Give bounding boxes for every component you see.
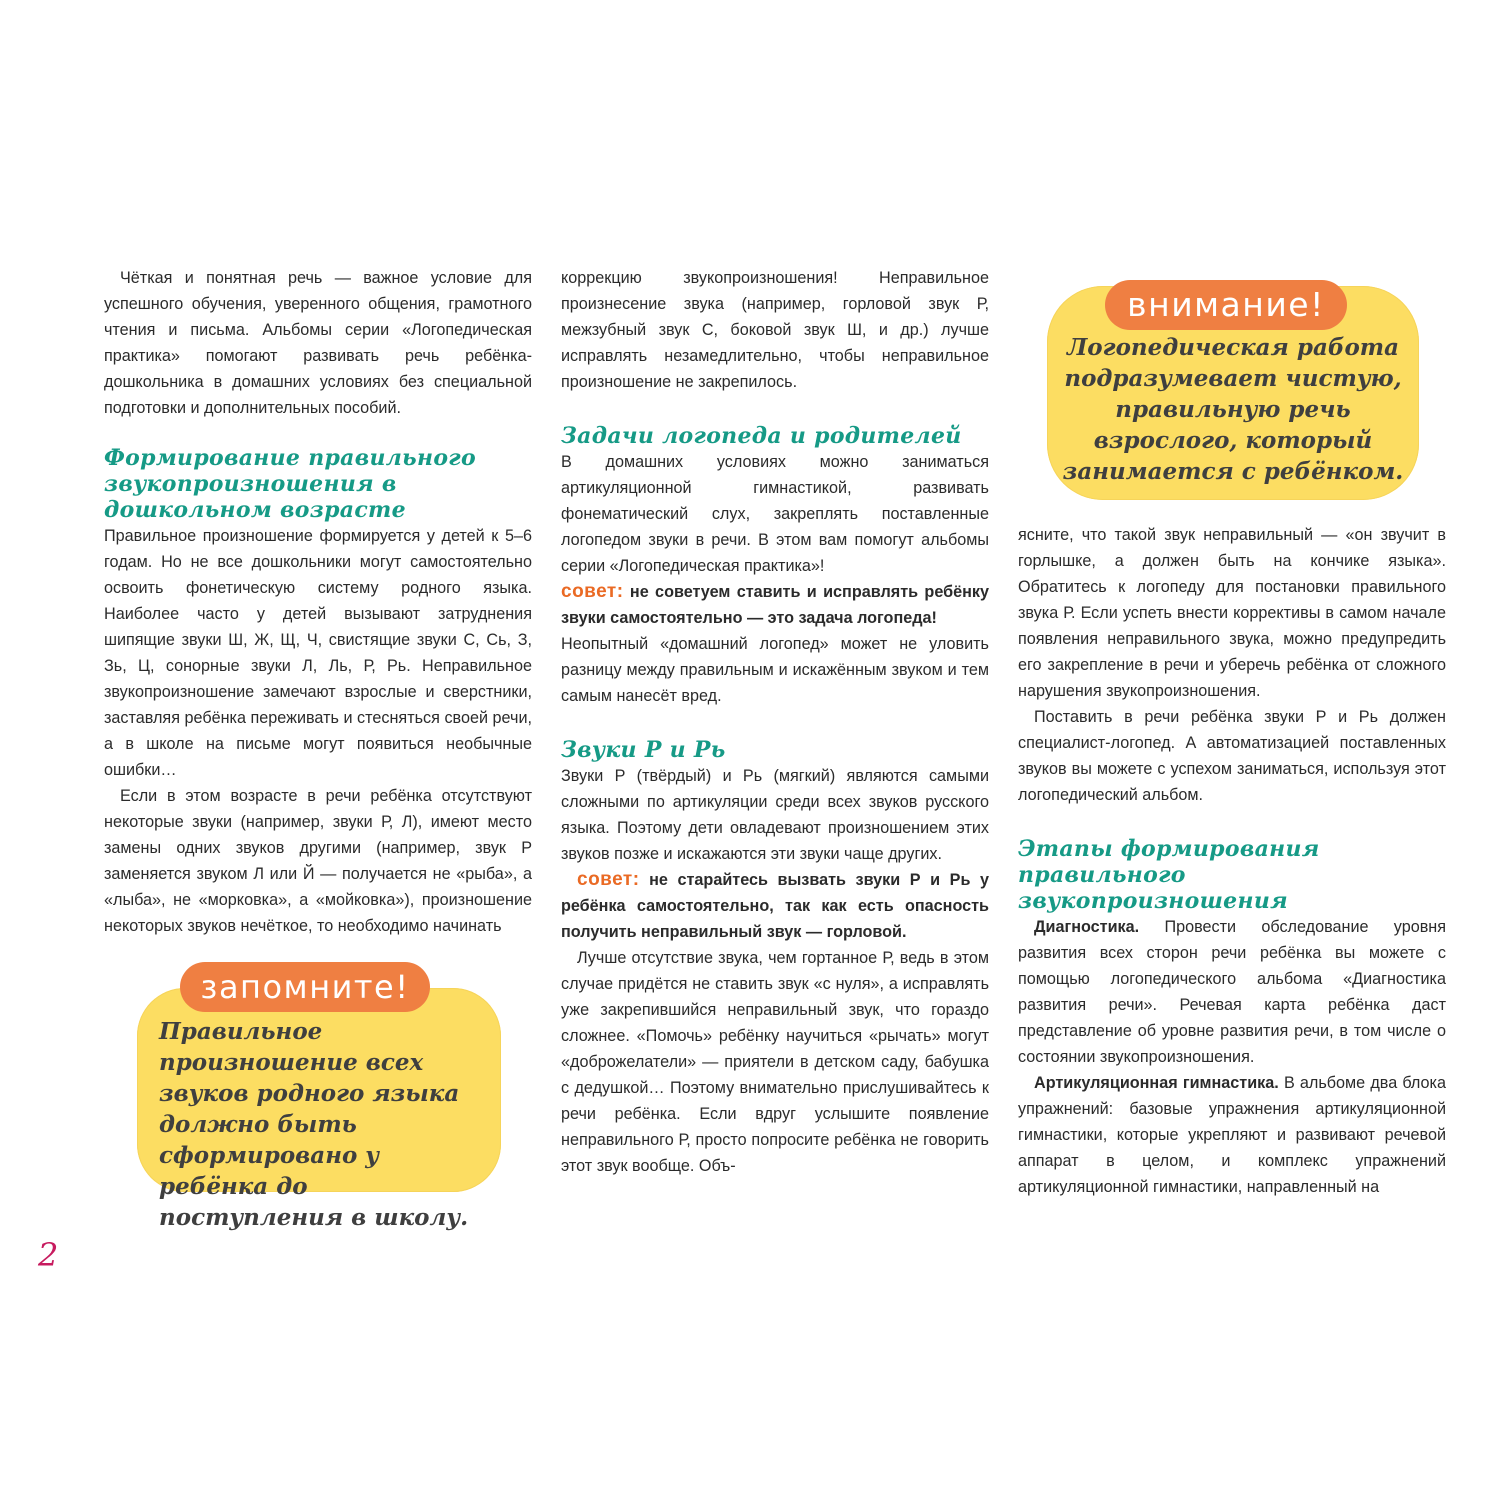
attention-label: внимание! xyxy=(1105,280,1347,330)
diagnostics-text: Провести обследование уровня развития всех сторон речи ребёнка вы можете с помощью логопедического альбома «Диагностика развития речи». Речевая карта ребёнка даст представление об уровне развития речи, в том числе о состоянии звукопроизношения. xyxy=(1018,918,1446,1066)
section-heading-stages: Этапы формирования правильного звукопроизношения xyxy=(1018,836,1320,914)
page-number: 2 xyxy=(38,1236,59,1274)
tip-label: совет: xyxy=(561,581,624,602)
articulation-label: Артикуляционная гимнастика. xyxy=(1034,1074,1279,1092)
column-1 xyxy=(104,265,532,939)
section-heading-sounds: Звуки Р и Рь xyxy=(561,737,726,763)
paragraph: Поставить в речи ребёнка звуки Р и Рь должен специалист-логопед. А автоматизацией поставленных звуков вы можете с успехом заниматься, используя этот логопедический альбом. xyxy=(1018,708,1446,804)
paragraph: Лучше отсутствие звука, чем гортанное Р, ведь в этом случае придётся не ставить звук «с нуля», а исправлять уже закрепившийся неправильный звук, что гораздо сложнее. «Помочь» ребёнку научиться «рычать» могут «доброжелатели» — приятели в детском саду, бабушка с дедушкой… Поэтому внимательно прислушивайтесь к речи ребёнка. Если вдруг услышите появление неправильного Р, просто попросите ребёнка не говорить этот звук вообще. Объ- xyxy=(561,949,989,1175)
attention-callout xyxy=(1047,286,1419,500)
column-2 xyxy=(561,265,989,1179)
section-heading-formation: Формирование правильного звукопроизношения в дошкольном возрасте xyxy=(104,445,476,523)
paragraph: В домашних условиях можно заниматься артикуляционной гимнастикой, развивать фонематический слух, закреплять поставленные логопедом звуки в речи. В этом вам помогут альбомы серии «Логопедическая практика»! xyxy=(561,453,989,575)
intro-paragraph: Чёткая и понятная речь — важное условие для успешного обучения, уверенного общения, грамотного чтения и письма. Альбомы серии «Логопедическая практика» помогают развивать речь ребёнка-дошкольника в домашних условиях без специальной подготовки и дополнительных пособий. xyxy=(104,269,532,417)
remember-callout xyxy=(137,968,501,1231)
tip-paragraph xyxy=(561,579,989,631)
attention-text: Логопедическая работа подразумевает чистую, правильную речь взрослого, который занимается с ребёнком. xyxy=(1062,334,1404,485)
paragraph: коррекцию звукопроизношения! Неправильное произнесение звука (например, горловой звук Р, межзубный звук С, боковой звук Ш, и др.) лучше исправлять незамедлительно, чтобы неправильное произношение не закрепилось. xyxy=(561,269,989,391)
section-heading-tasks: Задачи логопеда и родителей xyxy=(561,423,962,449)
paragraph: Неопытный «домашний логопед» может не уловить разницу между правильным и искажённым звуком и тем самым нанесёт вред. xyxy=(561,635,989,705)
paragraph: Если в этом возрасте в речи ребёнка отсутствуют некоторые звуки (например, звуки Р, Л), имеют место замены одних звуков другими (например, звук Р заменяется звуком Л или Й — получается не «рыба», а «лыба», не «морковка», а «мойковка»), произношение некоторых звуков нечёткое, то необходимо начинать xyxy=(104,787,532,935)
remember-label: запомните! xyxy=(180,962,430,1012)
diagnostics-label: Диагностика. xyxy=(1034,918,1140,936)
tip-text: не старайтесь вызвать звуки Р и Рь у ребёнка самостоятельно, так как есть опасность получить неправильный звук — горловой. xyxy=(561,871,989,941)
articulation-text: В альбоме два блока упражнений: базовые упражнения артикуляционной гимнастики, которые укрепляют и развивают речевой аппарат в целом, и комплекс упражнений артикуляционной гимнастики, направленный на xyxy=(1018,1074,1447,1196)
paragraph: Правильное произношение формируется у детей к 5–6 годам. Но не все дошкольники могут самостоятельно освоить фонетическую систему родного языка. Наиболее часто у детей вызывают затруднения шипящие звуки Ш, Ж, Щ, Ч, свистящие звуки С, Сь, З, Зь, Ц, сонорные звуки Л, Ль, Р, Рь. Неправильное звукопроизношение замечают взрослые и сверстники, заставляя ребёнка переживать и стесняться своей речи, а в школе на письме могут появиться необычные ошибки… xyxy=(104,527,532,779)
tip-label: совет: xyxy=(577,869,640,890)
tip-paragraph xyxy=(561,867,989,945)
column-3 xyxy=(1018,522,1446,1200)
paragraph: Звуки Р (твёрдый) и Рь (мягкий) являются самыми сложными по артикуляции среди всех звуков русского языка. Поэтому дети овладевают произношением этих звуков позже и искажаются эти звуки чаще других. xyxy=(561,767,989,863)
paragraph xyxy=(1018,914,1446,1070)
paragraph xyxy=(1018,1070,1446,1200)
tip-text: не советуем ставить и исправлять ребёнку звуки самостоятельно — это задача логопеда! xyxy=(561,583,989,627)
remember-text: Правильное произношение всех звуков родного языка должно быть сформировано у ребёнка до поступления в школу. xyxy=(159,1018,469,1231)
paragraph: ясните, что такой звук неправильный — «он звучит в горлышке, а должен быть на кончике языка». Обратитесь к логопеду для постановки правильного звука Р. Если успеть внести коррективы в самом начале появления неправильного звука, можно предупредить его закрепление в речи и уберечь ребёнка от сложного нарушения звукопроизношения. xyxy=(1018,526,1446,700)
